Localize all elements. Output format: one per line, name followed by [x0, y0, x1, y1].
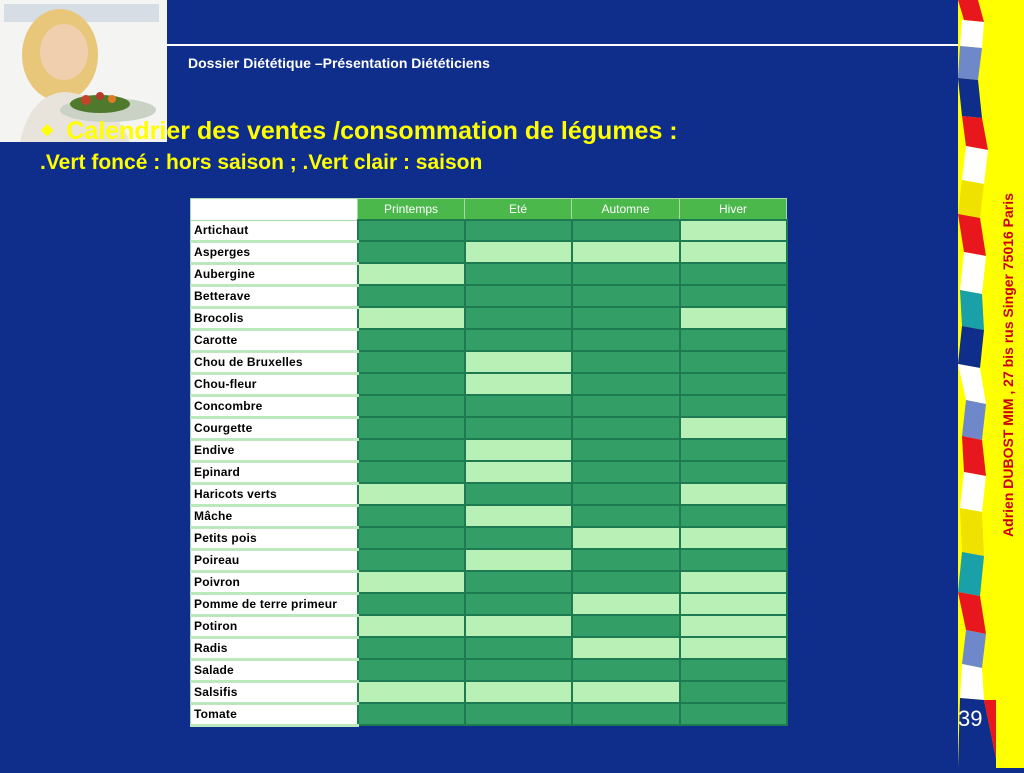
table-row [191, 571, 787, 593]
vegetable-name: Betterave [191, 285, 358, 307]
season-cell-printemps-dark [358, 373, 465, 395]
slide-title-text: Calendrier des ventes /consommation de légumes : [66, 117, 678, 145]
vegetable-name: Potiron [191, 615, 358, 637]
season-cell-printemps-light [358, 571, 465, 593]
season-cell-automne-dark [572, 351, 680, 373]
season-cell-hiver-light [680, 571, 787, 593]
season-cell-automne-dark [572, 549, 680, 571]
vegetable-name: Carotte [191, 329, 358, 351]
season-cell-hiver-dark [680, 351, 787, 373]
season-cell-eté-dark [465, 263, 572, 285]
table-header-row [191, 199, 787, 221]
table-row [191, 615, 787, 637]
table-row [191, 637, 787, 659]
season-cell-eté-light [465, 461, 572, 483]
vegetable-name: Poireau [191, 549, 358, 571]
vegetable-name: Chou de Bruxelles [191, 351, 358, 373]
season-cell-eté-light [465, 351, 572, 373]
season-cell-automne-dark [572, 703, 680, 725]
season-cell-eté-dark [465, 395, 572, 417]
season-cell-eté-dark [465, 329, 572, 351]
season-cell-eté-light [465, 373, 572, 395]
slide-title [40, 117, 678, 146]
season-cell-hiver-light [680, 220, 787, 241]
table-row [191, 439, 787, 461]
table-row [191, 351, 787, 373]
season-cell-eté-light [465, 505, 572, 527]
diamond-bullet-icon: ❖ [40, 123, 55, 140]
season-cell-eté-dark [465, 307, 572, 329]
table-row [191, 483, 787, 505]
table-row [191, 395, 787, 417]
table-body [191, 220, 787, 725]
season-cell-eté-dark [465, 593, 572, 615]
season-cell-printemps-dark [358, 241, 465, 263]
season-cell-printemps-dark [358, 220, 465, 241]
season-cell-automne-dark [572, 329, 680, 351]
season-cell-eté-light [465, 549, 572, 571]
table-row [191, 527, 787, 549]
season-cell-printemps-dark [358, 659, 465, 681]
vegetable-name: Epinard [191, 461, 358, 483]
vegetable-name: Aubergine [191, 263, 358, 285]
table-row [191, 373, 787, 395]
table-row [191, 461, 787, 483]
season-cell-printemps-light [358, 615, 465, 637]
season-cell-automne-dark [572, 483, 680, 505]
season-cell-hiver-light [680, 241, 787, 263]
column-header: Eté [465, 199, 572, 221]
side-credit-text: Adrien DUBOST MIM , 27 bis rus Singer 75016 Paris [1000, 193, 1016, 537]
vegetable-name: Salade [191, 659, 358, 681]
decorative-side-strip [958, 0, 998, 768]
season-cell-automne-dark [572, 461, 680, 483]
table-row [191, 593, 787, 615]
season-cell-printemps-light [358, 483, 465, 505]
column-header: Hiver [680, 199, 787, 221]
season-cell-automne-dark [572, 373, 680, 395]
season-cell-printemps-dark [358, 461, 465, 483]
vegetable-name: Mâche [191, 505, 358, 527]
vegetable-name: Artichaut [191, 220, 358, 241]
season-cell-printemps-dark [358, 395, 465, 417]
season-cell-hiver-dark [680, 285, 787, 307]
vegetable-name: Pomme de terre primeur [191, 593, 358, 615]
vegetable-name: Radis [191, 637, 358, 659]
season-cell-hiver-light [680, 593, 787, 615]
vegetable-name: Chou-fleur [191, 373, 358, 395]
season-cell-automne-light [572, 593, 680, 615]
table-row [191, 659, 787, 681]
season-cell-eté-dark [465, 703, 572, 725]
vegetable-name: Concombre [191, 395, 358, 417]
season-cell-automne-dark [572, 263, 680, 285]
season-cell-automne-dark [572, 285, 680, 307]
season-cell-eté-dark [465, 417, 572, 439]
season-cell-eté-dark [465, 483, 572, 505]
header-title: Dossier Diététique –Présentation Diététiciens [188, 55, 490, 71]
vegetable-name: Courgette [191, 417, 358, 439]
season-cell-hiver-dark [680, 439, 787, 461]
season-cell-printemps-dark [358, 549, 465, 571]
vegetable-calendar-table [190, 198, 788, 727]
season-cell-automne-dark [572, 307, 680, 329]
vegetable-name: Haricots verts [191, 483, 358, 505]
table-row [191, 241, 787, 263]
season-cell-hiver-dark [680, 505, 787, 527]
season-cell-eté-light [465, 439, 572, 461]
season-cell-printemps-light [358, 307, 465, 329]
season-cell-hiver-dark [680, 329, 787, 351]
season-cell-hiver-light [680, 637, 787, 659]
season-cell-automne-dark [572, 395, 680, 417]
table-row [191, 285, 787, 307]
season-cell-printemps-dark [358, 637, 465, 659]
season-cell-printemps-dark [358, 505, 465, 527]
season-cell-eté-dark [465, 659, 572, 681]
season-cell-eté-dark [465, 571, 572, 593]
season-cell-hiver-dark [680, 395, 787, 417]
table-corner-cell [191, 199, 358, 221]
season-cell-automne-dark [572, 220, 680, 241]
table-row [191, 505, 787, 527]
season-cell-hiver-light [680, 307, 787, 329]
vegetable-name: Petits pois [191, 527, 358, 549]
season-cell-automne-dark [572, 505, 680, 527]
season-cell-printemps-light [358, 681, 465, 703]
header-divider [167, 44, 962, 46]
vegetable-name: Asperges [191, 241, 358, 263]
season-cell-printemps-light [358, 263, 465, 285]
season-cell-hiver-dark [680, 461, 787, 483]
season-cell-hiver-dark [680, 373, 787, 395]
season-cell-eté-light [465, 681, 572, 703]
season-cell-eté-dark [465, 220, 572, 241]
table-row [191, 681, 787, 703]
season-cell-eté-light [465, 615, 572, 637]
season-cell-automne-dark [572, 659, 680, 681]
season-cell-printemps-dark [358, 703, 465, 725]
season-cell-printemps-dark [358, 527, 465, 549]
season-cell-automne-light [572, 637, 680, 659]
season-cell-printemps-dark [358, 417, 465, 439]
season-cell-eté-dark [465, 285, 572, 307]
season-cell-hiver-light [680, 527, 787, 549]
season-cell-printemps-dark [358, 351, 465, 373]
slide-subtitle: .Vert foncé : hors saison ; .Vert clair : saison [40, 151, 483, 174]
season-cell-eté-dark [465, 637, 572, 659]
season-cell-printemps-dark [358, 593, 465, 615]
vegetable-name: Poivron [191, 571, 358, 593]
table-row [191, 549, 787, 571]
vegetable-name: Tomate [191, 703, 358, 725]
season-cell-hiver-light [680, 615, 787, 637]
season-cell-hiver-dark [680, 681, 787, 703]
season-cell-eté-dark [465, 527, 572, 549]
season-cell-hiver-dark [680, 549, 787, 571]
table-row [191, 329, 787, 351]
season-cell-automne-dark [572, 417, 680, 439]
season-cell-hiver-light [680, 483, 787, 505]
vegetable-name: Brocolis [191, 307, 358, 329]
table-row [191, 263, 787, 285]
table-row [191, 417, 787, 439]
table-row [191, 307, 787, 329]
season-cell-automne-light [572, 681, 680, 703]
column-header: Automne [572, 199, 680, 221]
season-cell-automne-light [572, 241, 680, 263]
season-cell-hiver-dark [680, 659, 787, 681]
column-header: Printemps [358, 199, 465, 221]
season-cell-automne-dark [572, 571, 680, 593]
season-cell-hiver-light [680, 417, 787, 439]
season-cell-eté-light [465, 241, 572, 263]
page-number: 39 [958, 706, 983, 731]
season-cell-hiver-dark [680, 263, 787, 285]
season-cell-printemps-dark [358, 439, 465, 461]
season-cell-automne-dark [572, 615, 680, 637]
season-cell-printemps-dark [358, 329, 465, 351]
season-cell-printemps-dark [358, 285, 465, 307]
season-cell-automne-dark [572, 439, 680, 461]
vegetable-name: Endive [191, 439, 358, 461]
season-cell-hiver-dark [680, 703, 787, 725]
table-row [191, 703, 787, 725]
table-row [191, 220, 787, 241]
season-cell-automne-light [572, 527, 680, 549]
vegetable-name: Salsifis [191, 681, 358, 703]
